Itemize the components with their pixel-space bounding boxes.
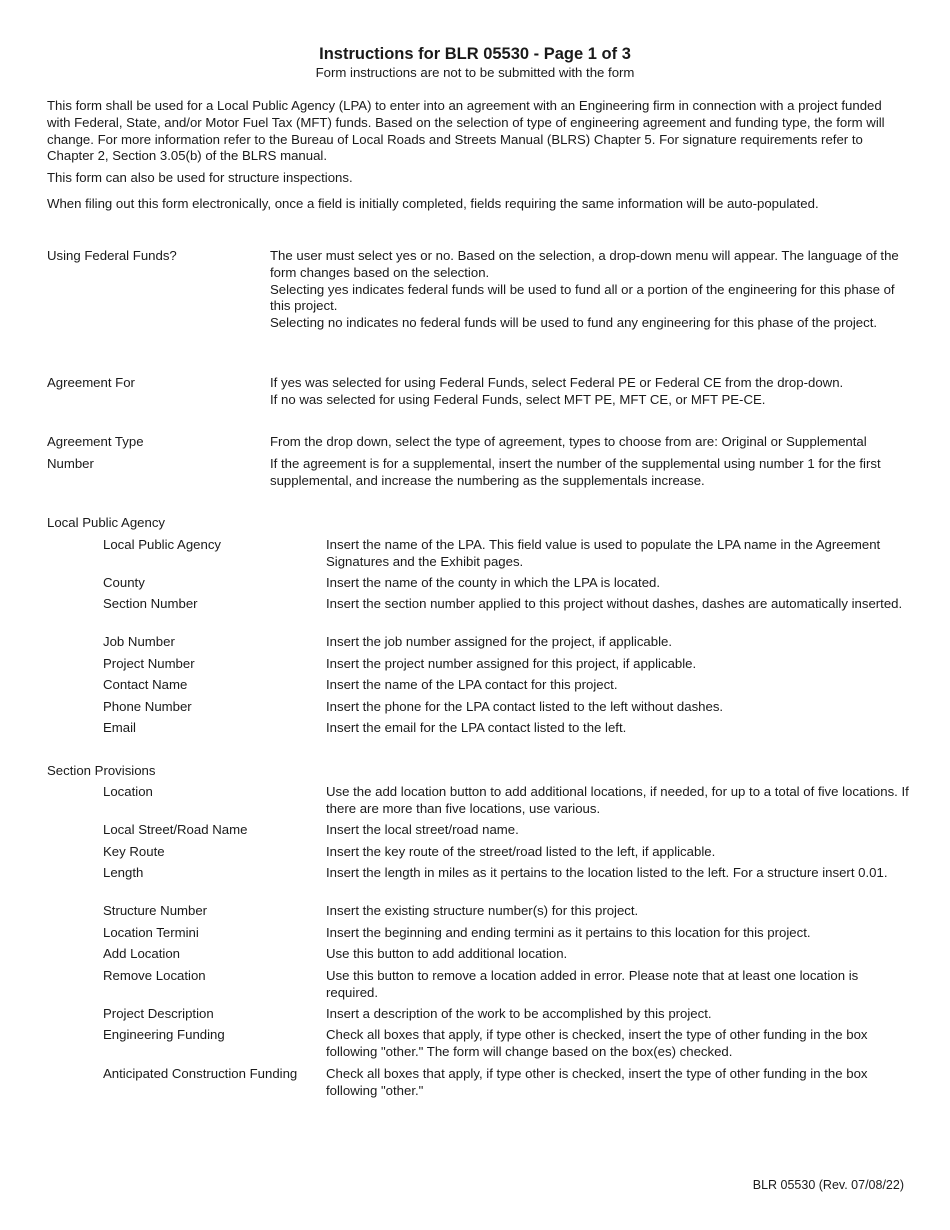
lpa-item-desc: Insert the email for the LPA contact listed to the left.: [326, 720, 627, 735]
field-label-number: Number: [47, 456, 94, 471]
page-title: Instructions for BLR 05530 - Page 1 of 3: [319, 45, 631, 63]
field-desc-number: If the agreement is for a supplemental, insert the number of the supplemental using number 1 for the first supplemental, and increase the numbering as the supplementals increase.: [270, 456, 881, 488]
desc-line: Selecting no indicates no federal funds will be used to fund any engineering for this phase of the project.: [270, 315, 878, 331]
section-heading-lpa: Local Public Agency: [47, 515, 166, 530]
lpa-item-label: Contact Name: [103, 677, 188, 692]
provision-item-label: Anticipated Construction Funding: [103, 1066, 298, 1081]
form-id-footer: BLR 05530 (Rev. 07/08/22): [752, 1178, 904, 1192]
intro-paragraph: When filing out this form electronically, once a field is initially completed, fields requiring the same information will be auto-populated.: [47, 196, 819, 211]
section-heading-provisions: Section Provisions: [47, 763, 156, 778]
lpa-item-desc: Insert the name of the county in which the LPA is located.: [326, 575, 661, 590]
provision-item-desc: Insert the existing structure number(s) for this project.: [326, 903, 639, 918]
provision-item-label: Add Location: [103, 946, 180, 961]
lpa-item-desc: Insert the job number assigned for the project, if applicable.: [326, 634, 673, 649]
desc-line: Selecting yes indicates federal funds will be used to fund all or a portion of the engineering for this phase of this project.: [270, 281, 895, 314]
provision-item-desc: Check all boxes that apply, if type other is checked, insert the type of other funding in the box following "other.": [326, 1066, 868, 1098]
provision-item-label: Key Route: [103, 844, 165, 859]
lpa-item-desc: Insert the phone for the LPA contact listed to the left without dashes.: [326, 699, 724, 714]
desc-line: The user must select yes or no. Based on the selection, a drop-down menu will appear. The language of the form changes based on the selection.: [270, 248, 899, 280]
provision-item-desc: Check all boxes that apply, if type other is checked, insert the type of other funding in the box following "other." The form will change based on the box(es) checked.: [326, 1027, 868, 1059]
field-label-agreement-for: Agreement For: [47, 375, 135, 390]
provision-item-label: Local Street/Road Name: [103, 822, 248, 837]
lpa-item-desc: Insert the name of the LPA contact for this project.: [326, 677, 618, 692]
provision-item-desc: Insert the length in miles as it pertains to the location listed to the left. For a structure insert 0.01.: [326, 865, 888, 880]
provision-item-desc: Insert the beginning and ending termini as it pertains to this location for this project.: [326, 925, 811, 940]
provision-item-label: Length: [103, 865, 144, 880]
provision-item-desc: Insert a description of the work to be accomplished by this project.: [326, 1006, 712, 1021]
intro-paragraph: This form can also be used for structure inspections.: [47, 170, 353, 185]
provision-item-desc: Insert the local street/road name.: [326, 822, 519, 837]
lpa-item-desc: Insert the section number applied to this project without dashes, dashes are automatically inserted.: [326, 596, 903, 611]
lpa-item-label: Project Number: [103, 656, 195, 671]
page-subtitle: Form instructions are not to be submitted with the form: [315, 65, 635, 80]
field-desc-agreement-type: From the drop down, select the type of agreement, types to choose from are: Original or Supplemental: [270, 434, 867, 449]
provision-item-desc: Use the add location button to add additional locations, if needed, for up to a total of five locations. If there are more than five locations, use various.: [326, 784, 909, 816]
provision-item-label: Remove Location: [103, 968, 206, 983]
field-label-using-federal-funds: Using Federal Funds?: [47, 248, 177, 263]
provision-item-desc: Insert the key route of the street/road listed to the left, if applicable.: [326, 844, 716, 859]
field-label-agreement-type: Agreement Type: [47, 434, 144, 449]
desc-line: If yes was selected for using Federal Funds, select Federal PE or Federal CE from the drop-down.: [270, 375, 844, 390]
provision-item-desc: Use this button to add additional location.: [326, 946, 568, 961]
provision-item-label: Project Description: [103, 1006, 214, 1021]
provision-item-label: Location Termini: [103, 925, 199, 940]
lpa-item-label: Phone Number: [103, 699, 192, 714]
field-desc-using-federal-funds: [270, 248, 910, 332]
provision-item-desc: Use this button to remove a location added in error. Please note that at least one location is required.: [326, 968, 859, 1000]
lpa-item-label: Email: [103, 720, 136, 735]
provision-item-label: Structure Number: [103, 903, 208, 918]
lpa-item-label: County: [103, 575, 145, 590]
lpa-item-label: Section Number: [103, 596, 198, 611]
provision-item-label: Location: [103, 784, 153, 799]
intro-paragraph: This form shall be used for a Local Public Agency (LPA) to enter into an agreement with an Engineering firm in connection with a project funded with Federal, State, and/or Motor Fuel Tax (MFT) funds. Based on the selection of type of engineering agreement and funding type, the form will change. For more information refer to the Bureau of Local Roads and Streets Manual (BLRS) Chapter 5. For signature requirements refer to Chapter 2, Section 3.05(b) of the BLRS manual.: [47, 98, 885, 164]
desc-line: If no was selected for using Federal Funds, select MFT PE, MFT CE, or MFT PE-CE.: [270, 391, 766, 407]
provision-item-label: Engineering Funding: [103, 1027, 225, 1042]
lpa-item-label: Job Number: [103, 634, 175, 649]
lpa-item-desc: Insert the project number assigned for this project, if applicable.: [326, 656, 697, 671]
lpa-item-desc: Insert the name of the LPA. This field value is used to populate the LPA name in the Agreement Signatures and the Exhibit pages.: [326, 537, 881, 569]
field-desc-agreement-for: [270, 375, 910, 409]
lpa-item-label: Local Public Agency: [103, 537, 222, 552]
